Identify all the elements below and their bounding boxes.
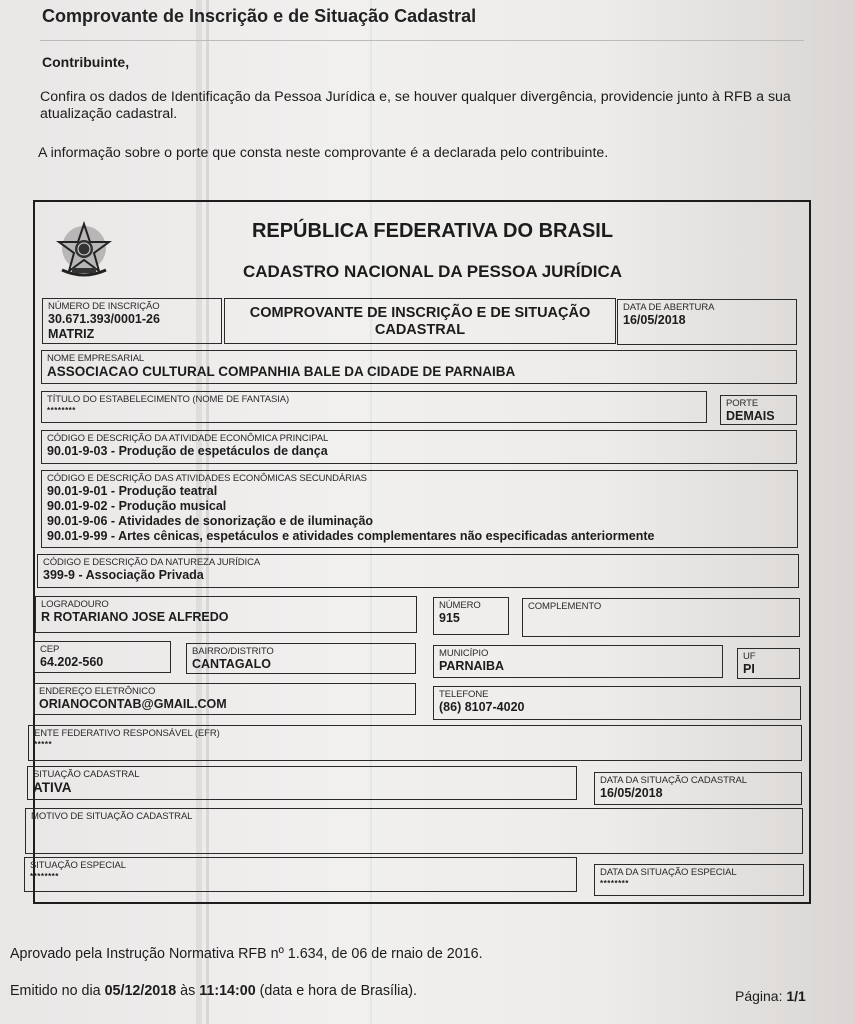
page-indicator <box>735 988 806 1004</box>
motivo-situacao-label: MOTIVO DE SITUAÇÃO CADASTRAL <box>31 811 193 822</box>
atividade-principal-value: 90.01-9-03 - Produção de espetáculos de dança <box>47 444 328 458</box>
complemento-label: COMPLEMENTO <box>528 601 602 612</box>
numero-value: 915 <box>439 611 460 625</box>
data-situacao-especial-box <box>594 864 804 896</box>
nome-empresarial-value: ASSOCIACAO CULTURAL COMPANHIA BALE DA CIDADE DE PARNAIBA <box>47 364 516 379</box>
approval-note: Aprovado pela Instrução Normativa RFB nº 1.634, de 06 de rnaio de 2016. <box>10 946 483 962</box>
numero-box <box>433 597 509 635</box>
data-situacao-cadastral-box <box>594 772 802 805</box>
numero-inscricao-box <box>42 298 222 344</box>
efr-label: ENTE FEDERATIVO RESPONSÁVEL (EFR) <box>34 728 220 739</box>
situacao-especial-box <box>24 857 577 892</box>
telefone-value: (86) 8107-4020 <box>439 700 525 714</box>
municipio-box <box>433 645 723 678</box>
cep-box <box>34 641 171 673</box>
porte-value: DEMAIS <box>726 409 775 423</box>
cep-label: CEP <box>40 644 60 655</box>
atividade-secundaria-item: 90.01-9-02 - Produção musical <box>47 499 227 513</box>
uf-box <box>737 648 800 679</box>
efr-value: ***** <box>34 740 53 749</box>
comprovante-title-box <box>224 298 616 344</box>
situacao-especial-value: ******** <box>30 872 59 881</box>
email-label: ENDEREÇO ELETRÔNICO <box>39 686 156 697</box>
municipio-label: MUNICÍPIO <box>439 648 489 659</box>
title-divider <box>40 40 804 41</box>
salutation: Contribuinte, <box>42 54 130 70</box>
email-value: ORIANOCONTAB@GMAIL.COM <box>39 697 227 711</box>
logradouro-value: R ROTARIANO JOSE ALFREDO <box>41 610 229 624</box>
republic-heading: REPÚBLICA FEDERATIVA DO BRASIL <box>251 220 614 242</box>
situacao-cadastral-value: ATIVA <box>33 780 72 795</box>
data-situacao-especial-value: ******** <box>600 879 629 888</box>
email-box <box>33 683 416 715</box>
data-situacao-cadastral-label: DATA DA SITUAÇÃO CADASTRAL <box>600 775 747 786</box>
data-abertura-label: DATA DE ABERTURA <box>623 302 715 313</box>
page-label: Página: <box>735 988 783 1004</box>
atividade-principal-box <box>41 430 797 464</box>
bairro-box <box>186 643 416 674</box>
situacao-especial-label: SITUAÇÃO ESPECIAL <box>30 860 126 871</box>
matriz-value: MATRIZ <box>48 327 95 341</box>
atividade-secundaria-item: 90.01-9-01 - Produção teatral <box>47 484 218 498</box>
porte-box <box>720 395 797 425</box>
page-value: 1/1 <box>786 988 806 1004</box>
instruction-paragraph: Confira os dados de Identificação da Pessoa Jurídica e, se houver qualquer divergência, providencie junto à RFB a sua atualização cadastral. <box>40 89 791 122</box>
situacao-cadastral-box <box>27 766 577 800</box>
titulo-estabelecimento-value: ******** <box>47 406 76 415</box>
cnpj-heading: CADASTRO NACIONAL DA PESSOA JURÍDICA <box>242 262 623 281</box>
motivo-situacao-box <box>25 808 803 854</box>
emission-date: 05/12/2018 <box>104 983 177 999</box>
bairro-value: CANTAGALO <box>192 657 271 671</box>
emission-prefix: Emitido no dia <box>10 983 101 999</box>
emission-line <box>10 983 417 999</box>
data-abertura-value: 16/05/2018 <box>623 313 686 327</box>
complemento-box <box>522 598 800 637</box>
uf-label: UF <box>743 651 756 662</box>
situacao-cadastral-label: SITUAÇÃO CADASTRAL <box>33 769 140 780</box>
titulo-estabelecimento-box <box>41 391 707 423</box>
numero-inscricao-label: NÚMERO DE INSCRIÇÃO <box>48 301 160 312</box>
data-abertura-box <box>617 299 797 345</box>
telefone-box <box>433 686 801 720</box>
data-situacao-especial-label: DATA DA SITUAÇÃO ESPECIAL <box>600 867 737 878</box>
natureza-juridica-label: CÓDIGO E DESCRIÇÃO DA NATUREZA JURÍDICA <box>43 557 261 568</box>
logradouro-box <box>35 596 417 633</box>
emission-suffix: (data e hora de Brasília). <box>259 983 418 999</box>
emission-time: 11:14:00 <box>199 983 256 999</box>
atividade-secundaria-item: 90.01-9-06 - Atividades de sonorização e de iluminação <box>47 514 374 528</box>
atividades-secundarias-label: CÓDIGO E DESCRIÇÃO DAS ATIVIDADES ECONÔMICAS SECUNDÁRIAS <box>47 473 367 484</box>
municipio-value: PARNAIBA <box>439 659 505 673</box>
nome-empresarial-label: NOME EMPRESARIAL <box>47 353 145 364</box>
natureza-juridica-value: 399-9 - Associação Privada <box>43 568 204 582</box>
logradouro-label: LOGRADOURO <box>41 599 109 610</box>
nome-empresarial-box <box>41 350 797 384</box>
uf-value: PI <box>743 662 755 676</box>
document-title: Comprovante de Inscrição e de Situação Cadastral <box>42 6 477 26</box>
efr-box <box>28 725 802 761</box>
cep-value: 64.202-560 <box>40 655 104 669</box>
titulo-estabelecimento-label: TÍTULO DO ESTABELECIMENTO (NOME DE FANTASIA) <box>47 394 290 405</box>
porte-notice: A informação sobre o porte que consta neste comprovante é a declarada pelo contribuinte. <box>38 145 609 161</box>
comprovante-title: COMPROVANTE DE INSCRIÇÃO E DE SITUAÇÃO CADASTRAL <box>249 305 591 338</box>
emission-mid: às <box>180 983 196 999</box>
atividades-secundarias-box <box>41 470 798 548</box>
numero-inscricao-value: 30.671.393/0001-26 <box>48 312 160 326</box>
atividade-secundaria-item: 90.01-9-99 - Artes cênicas, espetáculos e atividades complementares não especificadas anteriormente <box>47 529 655 543</box>
natureza-juridica-box <box>37 554 799 588</box>
atividade-principal-label: CÓDIGO E DESCRIÇÃO DA ATIVIDADE ECONÔMICA PRINCIPAL <box>47 433 329 444</box>
numero-label: NÚMERO <box>439 600 481 611</box>
data-situacao-cadastral-value: 16/05/2018 <box>600 786 663 800</box>
porte-label: PORTE <box>726 398 759 409</box>
telefone-label: TELEFONE <box>439 689 489 700</box>
bairro-label: BAIRRO/DISTRITO <box>192 646 274 657</box>
